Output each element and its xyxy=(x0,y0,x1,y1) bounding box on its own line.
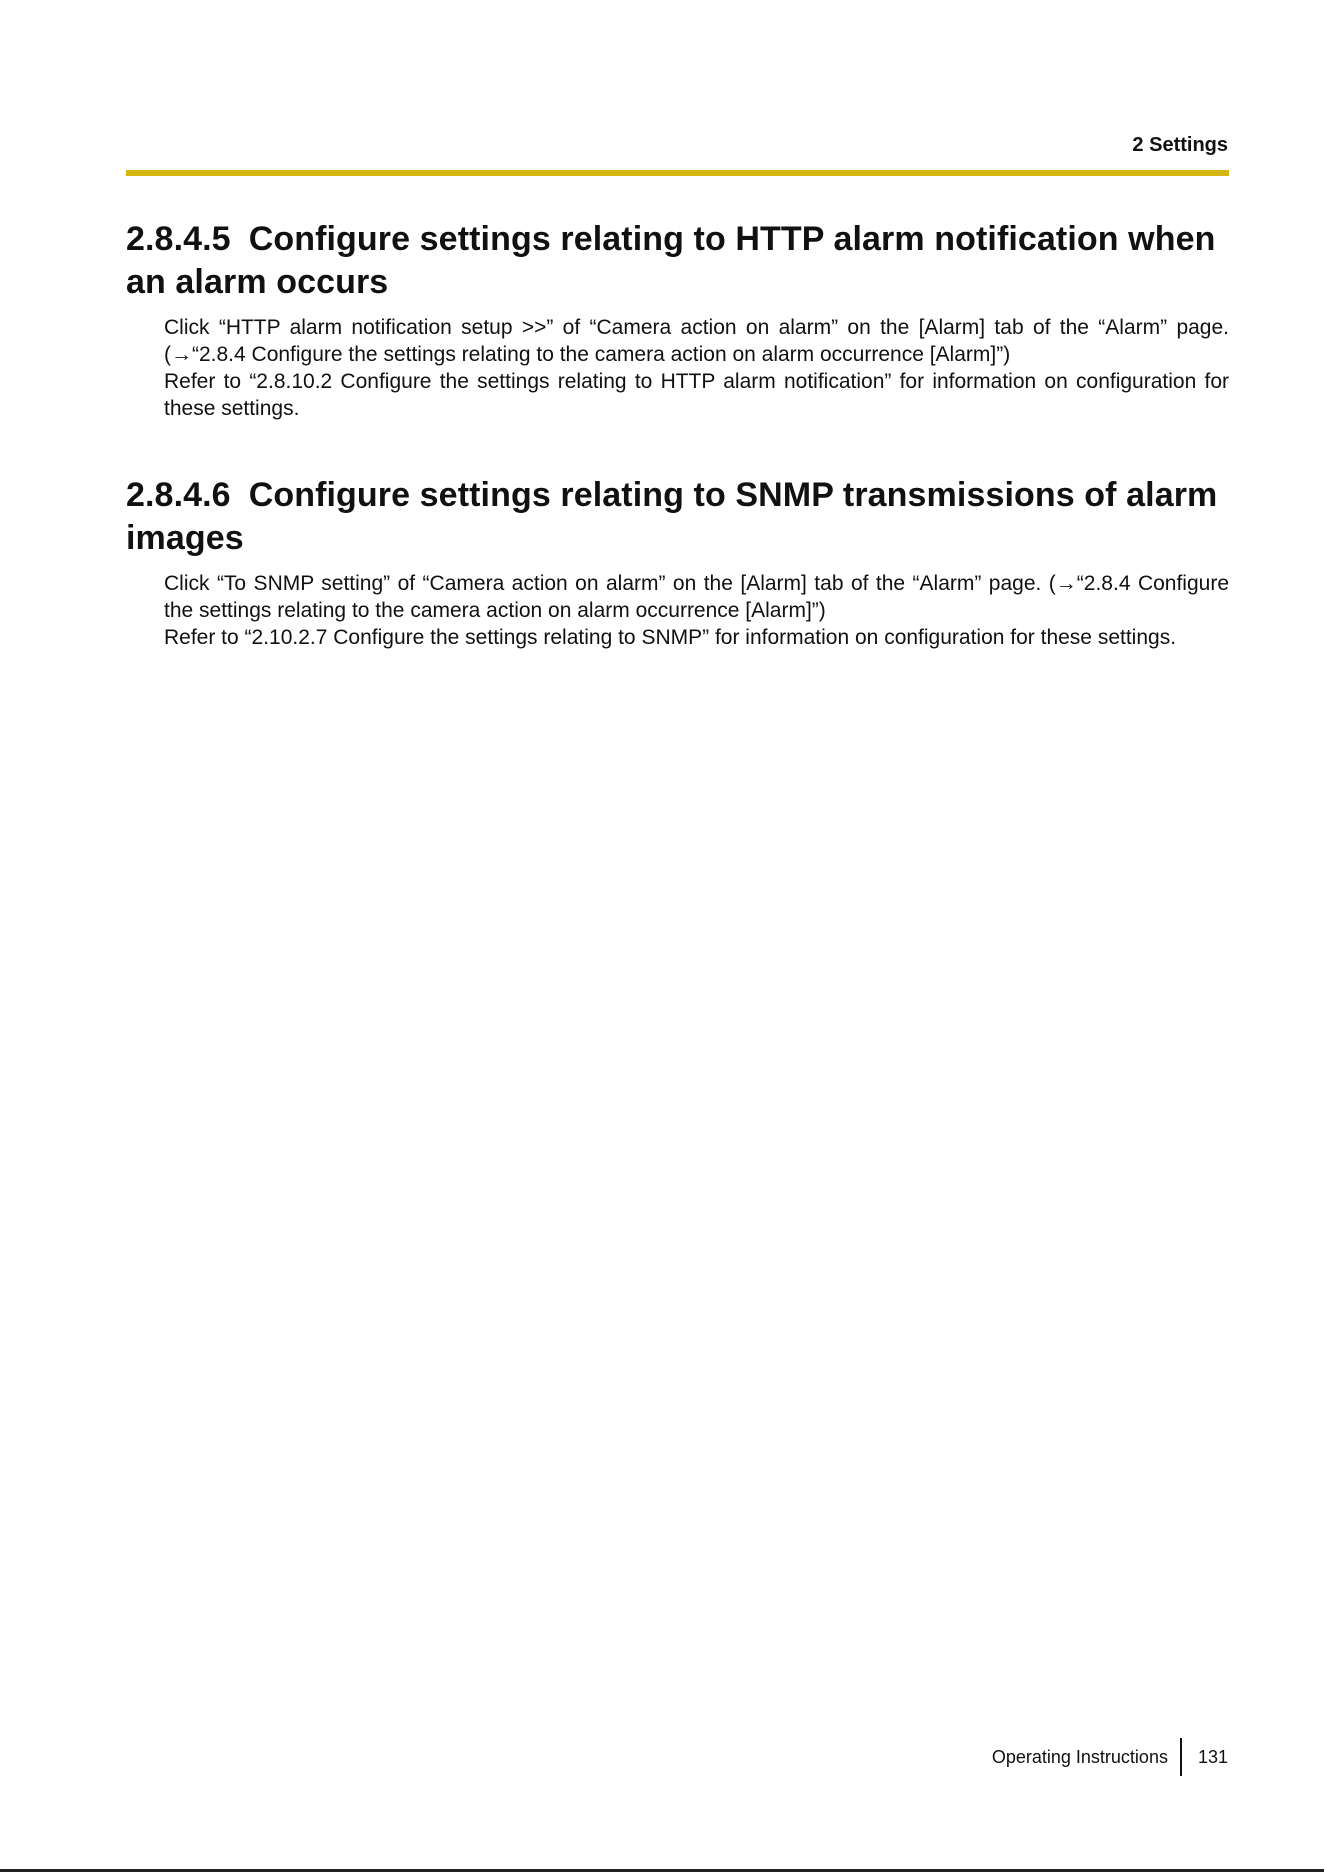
section-heading xyxy=(126,218,1229,304)
section-2-8-4-6 xyxy=(126,474,1229,651)
header-rule xyxy=(126,170,1229,176)
body-paragraph: Refer to “2.10.2.7 Configure the settings relating to SNMP” for information on configuration for these settings. xyxy=(164,626,1177,649)
document-title: Operating Instructions xyxy=(991,1746,1168,1767)
section-heading xyxy=(126,474,1229,560)
page-number: 131 xyxy=(1197,1746,1228,1767)
section-body xyxy=(164,570,1229,651)
body-paragraph: Click “To SNMP setting” of “Camera action on alarm” on the [Alarm] tab of the “Alarm” page. (→“2.8.4 Configure the settings relating to the camera action on alarm occurrence [Alarm]”) xyxy=(164,572,1229,622)
chapter-label: 2 Settings xyxy=(1132,134,1228,156)
body-paragraph: Click “HTTP alarm notification setup >>” of “Camera action on alarm” on the [Alarm] tab of the “Alarm” page. (→“2.8.4 Configure the settings relating to the camera action on alarm occurrence [Alarm]”) xyxy=(164,316,1229,366)
section-number: 2.8.4.5 xyxy=(126,220,231,258)
body-paragraph: Refer to “2.8.10.2 Configure the settings relating to HTTP alarm notification” for information on configuration for these settings. xyxy=(164,370,1229,420)
section-title: Configure settings relating to SNMP transmissions of alarm images xyxy=(126,476,1218,557)
page-footer xyxy=(992,1738,1228,1776)
section-body xyxy=(164,314,1229,422)
section-title: Configure settings relating to HTTP alarm notification when an alarm occurs xyxy=(126,220,1216,301)
section-number: 2.8.4.6 xyxy=(126,476,231,514)
section-2-8-4-5 xyxy=(126,218,1229,422)
